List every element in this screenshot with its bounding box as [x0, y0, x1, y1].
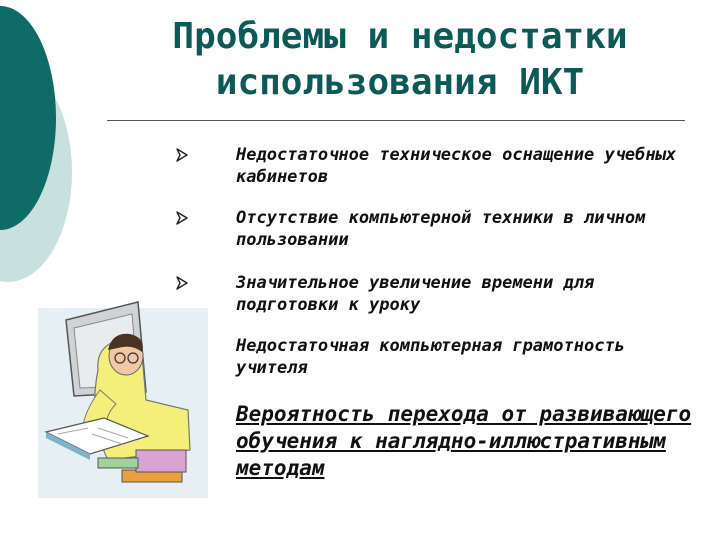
- bullet-item: [176, 272, 706, 316]
- bullet-text: Отсутствие компьютерной техники в личном пользовании: [236, 208, 646, 250]
- bullet-item: [176, 144, 706, 188]
- slide-title: [120, 14, 680, 106]
- teacher-at-computer-illustration: [38, 300, 218, 510]
- title-divider: [107, 120, 685, 121]
- arrow-bullet-icon: [176, 276, 188, 290]
- bullet-text: Недостаточная компьютерная грамотность учителя: [236, 336, 625, 378]
- bullet-list: [176, 144, 706, 482]
- bullet-item: [176, 207, 706, 251]
- arrow-bullet-icon: [176, 148, 188, 162]
- bullet-item: [176, 335, 706, 379]
- arrow-bullet-icon: [176, 211, 188, 225]
- bullet-text: Вероятность перехода от развивающего обучения к наглядно-иллюстративным методам: [236, 402, 692, 480]
- bullet-text: Значительное увеличение времени для подготовки к уроку: [236, 273, 595, 315]
- decorative-circles: [0, 0, 120, 300]
- bullet-text: Недостаточное техническое оснащение учебных кабинетов: [236, 145, 677, 187]
- title-line-1: Проблемы и недостатки: [172, 16, 628, 57]
- title-line-2: использования ИКТ: [215, 62, 585, 103]
- bullet-item: [176, 401, 706, 482]
